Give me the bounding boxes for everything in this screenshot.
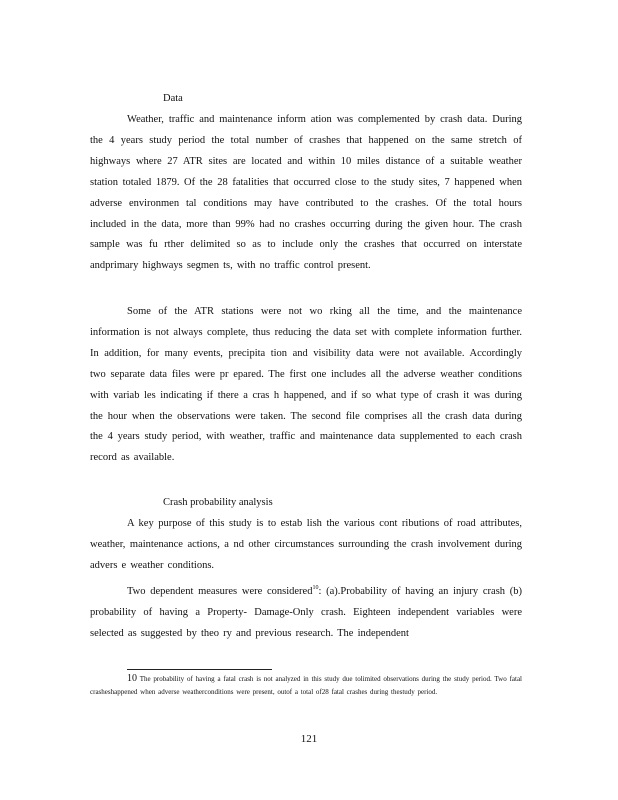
paragraph-dependent-measures — [90, 582, 522, 645]
paragraph-data-sources: Weather, traffic and maintenance inform ation was complemented by crash data. During the 4 years study period the total number of crashes that happened on the same stretch of highways where 27 ATR sites are located and within 10 miles distance of a suitable weather station totaled 1879. Of the 28 fatalities that occurred close to the study sites, 7 happened when adverse environmen tal conditions may have contributed to the crashes. Of the total hours included in the data, more than 99% had no crashes occurring during the given hour. The crash sample was fu rther delimited so as to include only the crashes that occurred on interstate andprimary highways segmen ts, with no traffic control present. — [90, 114, 522, 272]
footnote-separator — [127, 669, 272, 670]
section-heading-data: Data — [163, 93, 183, 104]
page-number: 121 — [300, 733, 318, 745]
footnote-text: The probability of having a fatal crash is not analyzed in this study due tolimited observations during the study period. Two fatal crasheshappened when adverse weatherconditions were present, outof a total of28 fatal crashes during thestudy period. — [90, 675, 522, 696]
footnote — [90, 673, 522, 698]
paragraph-dependent-measures-start: Two dependent measures were considered — [127, 586, 313, 597]
paragraph-dependent-measures-rest: : (a).Probability of having an injury crash (b) probability of having a Property- Damage-Only crash. Eighteen independent variables were selected as suggested by theo ry and previous research. The independent — [90, 586, 522, 639]
paragraph-study-purpose: A key purpose of this study is to estab lish the various cont ributions of road attributes, weather, maintenance actions, a nd other circumstances surrounding the crash involvement during advers e weather conditions. — [90, 518, 522, 571]
paragraph-atr-stations: Some of the ATR stations were not wo rking all the time, and the maintenance information is not always complete, thus reducing the data set with complete information further. In addition, for many events, precipita tion and visibility data were not available. Accordingly two separate data files were pr epared. The first one includes all the adverse weather conditions with variab les indicating if there a cras h happened, and if so what type of crash it was during the hour when the observations were taken. The second file comprises all the crash data during the 4 years study period, with weather, traffic and maintenance data supplemented to each crash record as available. — [90, 306, 522, 464]
footnote-number: 10 — [127, 673, 137, 684]
section-heading-crash-probability: Crash probability analysis — [163, 497, 273, 508]
footnote-reference: 10 — [312, 585, 319, 591]
